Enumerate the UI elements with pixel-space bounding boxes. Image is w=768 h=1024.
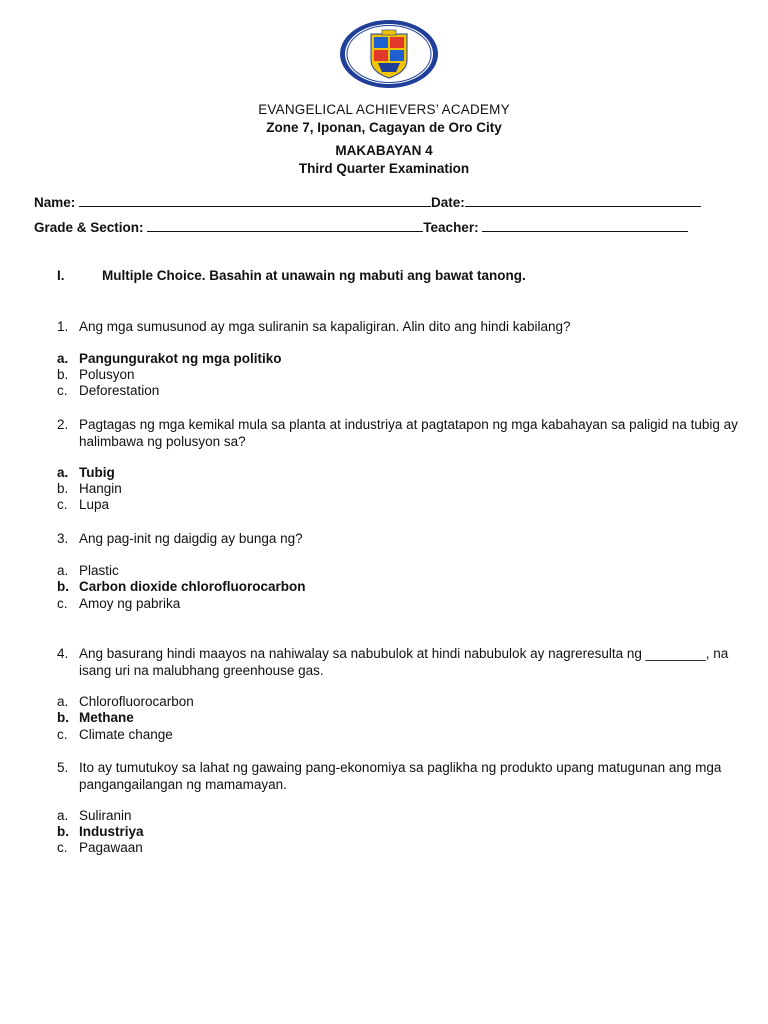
option-3a: a. Plastic bbox=[57, 563, 119, 578]
school-name: EVANGELICAL ACHIEVERS’ ACADEMY bbox=[258, 102, 510, 117]
option-1b: b. Polusyon bbox=[57, 367, 135, 382]
name-field[interactable] bbox=[79, 193, 431, 207]
question-text: Pagtagas ng mga kemikal mula sa planta at industriya at pagtatapon ng mga kabahayan sa paligid na tubig ay halimbawa ng polusyon sa? bbox=[79, 417, 738, 449]
section-number: I. bbox=[57, 268, 65, 283]
question-text: Ang basurang hindi maayos na nahiwalay sa nabubulok at hindi nabubulok ay nagreresulta ng ________, na isang uri na malubhang greenhouse gas. bbox=[79, 646, 729, 678]
option-1a: a. Pangungurakot ng mga politiko bbox=[57, 351, 282, 366]
question-2 bbox=[57, 416, 739, 450]
question-text: Ang mga sumusunod ay mga suliranin sa kapaligiran. Alin dito ang hindi kabilang? bbox=[79, 319, 571, 334]
school-seal-logo bbox=[338, 18, 440, 90]
option-3b: b. Carbon dioxide chlorofluorocarbon bbox=[57, 579, 306, 594]
option-3c: c. Amoy ng pabrika bbox=[57, 596, 181, 611]
exam-title: Third Quarter Examination bbox=[298, 161, 470, 176]
option-4a: a. Chlorofluorocarbon bbox=[57, 694, 194, 709]
option-2c: c. Lupa bbox=[57, 497, 110, 512]
question-number: 3. bbox=[57, 531, 69, 546]
date-field[interactable] bbox=[465, 193, 701, 207]
question-number: 2. bbox=[57, 417, 69, 432]
question-3 bbox=[57, 530, 739, 547]
date-label: Date: bbox=[431, 195, 465, 210]
option-4b: b. Methane bbox=[57, 710, 134, 725]
exam-subject: MAKABAYAN 4 bbox=[335, 143, 433, 158]
school-address: Zone 7, Iponan, Cagayan de Oro City bbox=[266, 120, 502, 135]
option-2a: a. Tubig bbox=[57, 465, 115, 480]
question-5 bbox=[57, 759, 739, 793]
option-5a: a. Suliranin bbox=[57, 808, 132, 823]
question-1 bbox=[57, 318, 739, 335]
name-label: Name: bbox=[34, 195, 76, 210]
teacher-field[interactable] bbox=[482, 218, 688, 232]
option-2b: b. Hangin bbox=[57, 481, 122, 496]
option-1c: c. Deforestation bbox=[57, 383, 160, 398]
section-instruction: Multiple Choice. Basahin at unawain ng mabuti ang bawat tanong. bbox=[102, 268, 526, 283]
option-5b: b. Industriya bbox=[57, 824, 144, 839]
teacher-label: Teacher: bbox=[423, 220, 479, 235]
grade-section-field[interactable] bbox=[147, 218, 423, 232]
question-number: 1. bbox=[57, 319, 69, 334]
section-heading bbox=[57, 268, 526, 283]
name-date-line bbox=[34, 193, 701, 210]
question-number: 5. bbox=[57, 760, 69, 775]
grade-teacher-line bbox=[34, 218, 688, 235]
question-text: Ang pag-init ng daigdig ay bunga ng? bbox=[79, 531, 303, 546]
question-4 bbox=[57, 645, 739, 679]
question-number: 4. bbox=[57, 646, 69, 661]
question-text: Ito ay tumutukoy sa lahat ng gawaing pang-ekonomiya sa paglikha ng produkto upang matugunan ang mga pangangailangan ng mamamayan. bbox=[79, 760, 722, 792]
grade-section-label: Grade & Section: bbox=[34, 220, 144, 235]
option-5c: c. Pagawaan bbox=[57, 840, 143, 855]
option-4c: c. Climate change bbox=[57, 727, 173, 742]
